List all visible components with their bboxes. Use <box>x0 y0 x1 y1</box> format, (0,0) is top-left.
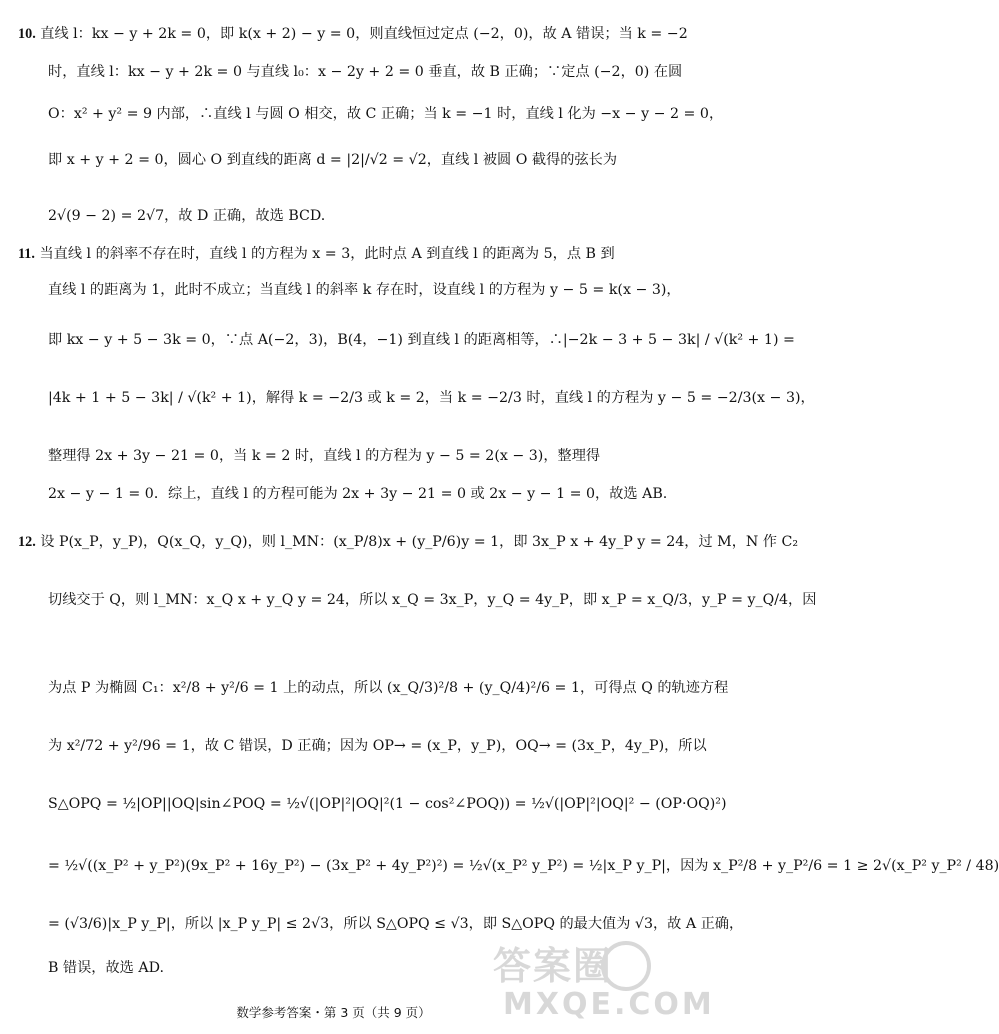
problem-line: 即 kx − y + 5 − 3k = 0，∵点 A(−2，3)，B(4，−1) 到直线 l 的距离相等，∴|−2k − 3 + 5 − 3k| / √(k² + 1) = <box>48 332 795 348</box>
problem-line: 为点 P 为椭圆 C₁：x²/8 + y²/6 = 1 上的动点，所以 (x_Q/3)²/8 + (y_Q/4)²/6 = 1，可得点 Q 的轨迹方程 <box>48 680 729 696</box>
page-footer: 数学参考答案・第 3 页（共 9 页） <box>236 1005 431 1020</box>
problem-line: 直线 l 的距离为 1，此时不成立；当直线 l 的斜率 k 存在时，设直线 l 的方程为 y − 5 = k(x − 3)， <box>48 282 681 298</box>
problem-line: 为 x²/72 + y²/96 = 1，故 C 错误，D 正确；因为 OP→ = (x_P，y_P)，OQ→ = (3x_P，4y_P)，所以 <box>48 738 707 754</box>
problem-line <box>18 532 799 552</box>
problem-number: 10. <box>18 26 36 42</box>
watermark-text-top: 答案圈 <box>493 944 614 988</box>
problem-text: 直线 l：kx − y + 2k = 0，即 k(x + 2) − y = 0，则直线恒过定点 (−2，0)，故 A 错误；当 k = −2 <box>40 26 688 42</box>
problem-line: 整理得 2x + 3y − 21 = 0，当 k = 2 时，直线 l 的方程为 y − 5 = 2(x − 3)，整理得 <box>48 448 601 464</box>
problem-line: 时，直线 l：kx − y + 2k = 0 与直线 l₀：x − 2y + 2 = 0 垂直，故 B 正确；∵定点 (−2，0) 在圆 <box>48 64 683 80</box>
problem-line: = (√3/6)|x_P y_P|，所以 |x_P y_P| ≤ 2√3，所以 S△OPQ ≤ √3，即 S△OPQ 的最大值为 √3，故 A 正确， <box>48 916 744 932</box>
watermark-text-bottom: MXQE.COM <box>503 987 715 1022</box>
problem-number: 11. <box>18 246 35 262</box>
problem-line: 2x − y − 1 = 0．综上，直线 l 的方程可能为 2x + 3y − 21 = 0 或 2x − y − 1 = 0，故选 AB. <box>48 486 668 502</box>
problem-line: 即 x + y + 2 = 0，圆心 O 到直线的距离 d = |2|/√2 = √2，直线 l 被圆 O 截得的弦长为 <box>48 152 618 168</box>
problem-line: O：x² + y² = 9 内部，∴直线 l 与圆 O 相交，故 C 正确；当 k = −1 时，直线 l 化为 −x − y − 2 = 0， <box>48 106 724 122</box>
problem-line: = ½√((x_P² + y_P²)(9x_P² + 16y_P²) − (3x_P² + 4y_P²)²) = ½√(x_P² y_P²) = ½|x_P y_P|，因为 x_P²/8 + y_P²/6 = 1 ≥ 2√(x_P² y_P² / 48) <box>48 858 999 874</box>
problem-text: 设 P(x_P，y_P)，Q(x_Q，y_Q)，则 l_MN：(x_P/8)x + (y_P/6)y = 1，即 3x_P x + 4y_P y = 24，过 M，N 作 C₂ <box>40 534 799 550</box>
problem-text: 当直线 l 的斜率不存在时，直线 l 的方程为 x = 3，此时点 A 到直线 l 的距离为 5，点 B 到 <box>39 246 615 262</box>
watermark-circle-icon <box>601 941 651 991</box>
problem-line <box>18 244 648 264</box>
problem-line: 切线交于 Q，则 l_MN：x_Q x + y_Q y = 24，所以 x_Q = 3x_P，y_Q = 4y_P，即 x_P = x_Q/3，y_P = y_Q/4，因 <box>48 592 817 608</box>
problem-line <box>18 24 688 44</box>
problem-line: S△OPQ = ½|OP||OQ|sin∠POQ = ½√(|OP|²|OQ|²(1 − cos²∠POQ)) = ½√(|OP|²|OQ|² − (OP·OQ)²) <box>48 796 727 812</box>
problem-line: |4k + 1 + 5 − 3k| / √(k² + 1)，解得 k = −2/3 或 k = 2，当 k = −2/3 时，直线 l 的方程为 y − 5 = −2/3(x − 3)， <box>48 390 815 406</box>
problem-line: 2√(9 − 2) = 2√7，故 D 正确，故选 BCD. <box>48 208 326 224</box>
watermark-logo <box>493 935 715 1027</box>
problem-line: B 错误，故选 AD. <box>48 960 165 976</box>
problem-number: 12. <box>18 534 36 550</box>
